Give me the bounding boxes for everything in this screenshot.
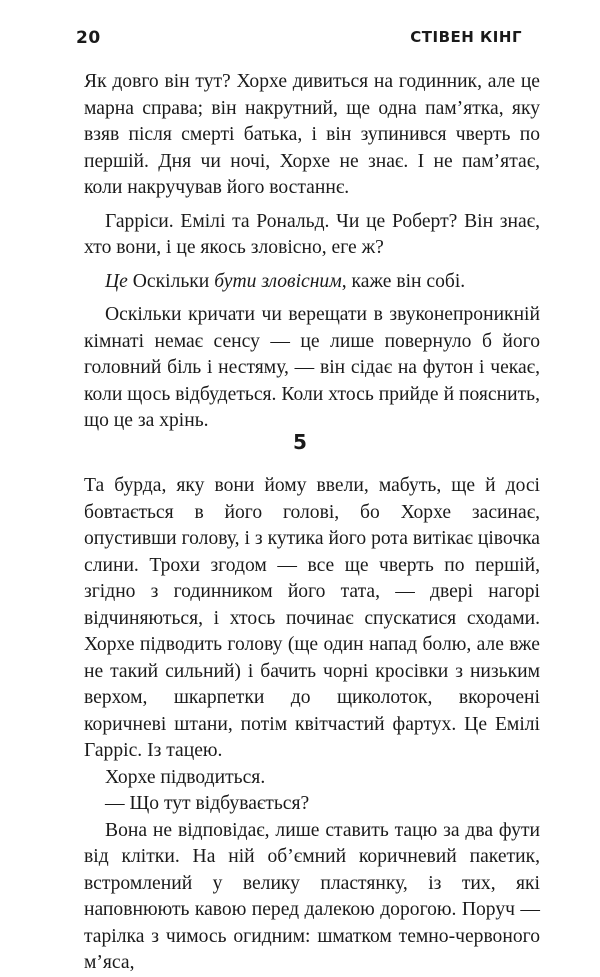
page-header [76,28,522,50]
text-block-2 [84,473,540,977]
paragraph: Гарріси. Емілі та Рональд. Чи це Роберт? Він знає, хто вони, і це якось зловісно, еге ж? [84,210,540,258]
paragraph: Як довго він тут? Хорхе дивиться на годинник, але це марна справа; він накрутний, ще одна пам’ятка, яку взяв після смерті батька, і він зупинився чверть по першій. Дня чи ночі, Хорхе не знає. І не пам’ятає, коли накручував його востаннє. [84,71,540,198]
text: Оскільки [127,270,215,292]
text-block-1 [84,69,540,435]
italic-text: Це [105,270,128,292]
page-number: 20 [76,28,101,48]
paragraph: Вона не відповідає, лише ставить тацю за два фути від клітки. На ній об’ємний коричневий пакетик, встромлений у велику пластянку, із тих, які наповнюють кавою перед далекою дорогою. Поруч — тарілка з чимось огидним: шматком темно-червоного м’яса, [84,819,540,973]
paragraph: Хорхе підводиться. [105,766,266,788]
text: , каже він собі. [341,270,466,292]
running-title: СТІВЕН КІНГ [410,28,522,46]
paragraph: Та бурда, яку вони йому ввели, мабуть, ще й досі бовтається в його голові, бо Хорхе засинає, опустивши голову, і з кутика його рота витікає цівочка слини. Трохи згодом — все ще чверть по першій, згідно з годинником його тата, — двері нагорі відчиняються, і хтось починає спускатися сходами. Хорхе підводить голову (ще один напад болю, але вже не такий сильний) і бачить чорні кросівки з низьким верхом, шкарпетки до щиколоток, вкорочені коричневі штани, потім квітчастий фартух. Це Емілі Гарріс. Із тацею. [84,475,540,761]
dialogue-line: — Що тут відбувається? [105,793,310,814]
paragraph-italic [84,269,540,296]
paragraph: Оскільки кричати чи верещати в звуконепроникній кімнаті немає сенсу — це лише повернуло б його головний біль і нестяму, — він сідає на футон і чекає, коли щось відбудеться. Коли хтось прийде й пояснить, що це за хрінь. [84,304,540,431]
italic-text: бути зловісним [214,270,342,292]
section-number: 5 [293,430,307,454]
